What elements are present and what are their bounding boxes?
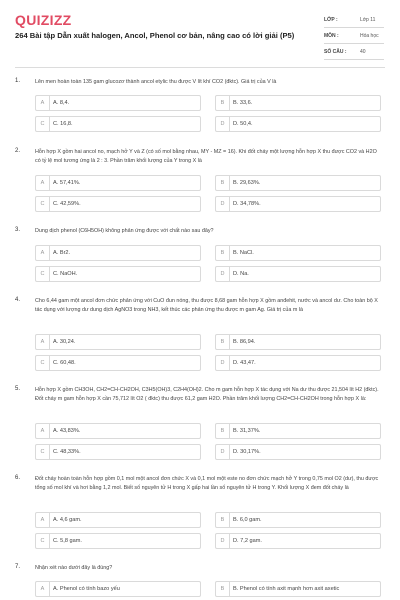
question-text: Cho 6,44 gam một ancol đơn chức phản ứng với CuO đun nóng, thu được 8,68 gam hỗn hợp X gồm anđehit, nước và ancol dư. Cho toàn bộ X tác dụng với lượng dư dung dịch AgNO3 trong NH3, kết thúc các phản ứng thu được m gam Ag. Giá trị của m là — [35, 298, 378, 313]
question-number: 2. — [15, 148, 21, 154]
option-text: A. 57,41%. — [53, 180, 81, 186]
question-number: 4. — [15, 297, 21, 303]
header-divider — [15, 67, 385, 68]
option-text: D. 30,17%. — [233, 449, 261, 455]
option-b[interactable] — [215, 512, 381, 528]
option-text: D. 43,47. — [233, 360, 256, 366]
option-letter: A — [36, 96, 50, 110]
option-letter: A — [36, 582, 50, 596]
option-text: B. 29,63%. — [233, 180, 261, 186]
option-text: C. 48,33%. — [53, 449, 81, 455]
option-c[interactable] — [35, 355, 201, 371]
option-d[interactable] — [215, 533, 381, 549]
question-text: Dung dịch phenol (C6H5OH) không phản ứng được với chất nào sau đây? — [35, 228, 214, 234]
quizizz-logo: QUIZIZZ — [15, 12, 72, 28]
meta-subject-value: Hóa học — [360, 33, 379, 39]
option-b[interactable] — [215, 245, 381, 261]
option-b[interactable] — [215, 95, 381, 111]
option-letter: D — [216, 445, 230, 459]
option-text: A. 30,24. — [53, 339, 76, 345]
meta-question-count-label: SỐ CÂU : — [324, 49, 347, 55]
option-a[interactable] — [35, 423, 201, 439]
option-text: A. 43,83%. — [53, 428, 81, 434]
meta-subject — [324, 28, 384, 44]
question-text: Đốt cháy hoàn toàn hỗn hợp gồm 0,1 mol một ancol đơn chức X và 0,1 mol một este no đơn chức mạch hở Y trong 0,75 mol O2 (dư), thu được tổng số mol khí và hơi bằng 1,2 mol. Biết số nguyên tử H trong X gấp hai lần số nguyên tử H trong Y. Khối lượng X đem đốt cháy là — [35, 476, 379, 491]
option-text: C. 16,8. — [53, 121, 73, 127]
option-text: B. 86,94. — [233, 339, 256, 345]
option-letter: C — [36, 267, 50, 281]
question-number: 3. — [15, 227, 21, 233]
option-a[interactable] — [35, 581, 201, 597]
option-letter: B — [216, 582, 230, 596]
option-letter: D — [216, 117, 230, 131]
question-number: 6. — [15, 475, 21, 481]
option-letter: C — [36, 534, 50, 548]
question-number: 7. — [15, 564, 21, 570]
option-a[interactable] — [35, 512, 201, 528]
option-letter: D — [216, 356, 230, 370]
option-b[interactable] — [215, 423, 381, 439]
option-letter: A — [36, 176, 50, 190]
meta-grade-label: LỚP : — [324, 17, 338, 23]
option-d[interactable] — [215, 266, 381, 282]
option-letter: B — [216, 176, 230, 190]
option-letter: D — [216, 267, 230, 281]
option-letter: D — [216, 197, 230, 211]
option-text: B. Phenol có tính axit mạnh hơn axit axetic — [233, 586, 340, 592]
option-a[interactable] — [35, 334, 201, 350]
option-b[interactable] — [215, 175, 381, 191]
question-text: Hỗn hợp X gồm hai ancol no, mạch hở Y và Z (có số mol bằng nhau, MY - MZ = 16). Khi đốt cháy một lượng hỗn hợp X thu được CO2 và H2O có tỷ lệ mol tương ứng là 2 : 3. Phần trăm khối lượng của Y trong X là — [35, 149, 377, 164]
option-c[interactable] — [35, 533, 201, 549]
meta-grade — [324, 12, 384, 28]
option-c[interactable] — [35, 266, 201, 282]
option-text: A. Br2. — [53, 250, 71, 256]
option-letter: B — [216, 96, 230, 110]
option-letter: A — [36, 335, 50, 349]
option-letter: A — [36, 513, 50, 527]
option-a[interactable] — [35, 95, 201, 111]
option-c[interactable] — [35, 444, 201, 460]
meta-question-count — [324, 44, 384, 60]
question-text: Nhận xét nào dưới đây là đúng? — [35, 565, 113, 571]
option-letter: A — [36, 424, 50, 438]
option-d[interactable] — [215, 444, 381, 460]
question-text: Hỗn hợp X gồm CH3OH, CH2=CH-CH2OH, C3H5(OH)3, C2H4(OH)2. Cho m gam hỗn hợp X tác dụng với Na dư thu được 21,504 lít H2 (đktc). Đốt cháy m gam hỗn hợp X cần 75,712 lít O2 ( đktc) thu được 61,2 gam H2O. Phần trăm khối lượng CH2=CH-CH2OH trong hỗn hợp X là: — [35, 387, 379, 402]
option-letter: C — [36, 117, 50, 131]
option-letter: C — [36, 356, 50, 370]
option-letter: C — [36, 445, 50, 459]
option-letter: C — [36, 197, 50, 211]
option-text: C. 42,59%. — [53, 201, 81, 207]
option-text: D. 34,78%. — [233, 201, 261, 207]
option-text: D. Na. — [233, 271, 249, 277]
option-d[interactable] — [215, 116, 381, 132]
question-number: 5. — [15, 386, 21, 392]
option-a[interactable] — [35, 245, 201, 261]
option-b[interactable] — [215, 581, 381, 597]
option-letter: A — [36, 246, 50, 260]
question-number: 1. — [15, 78, 21, 84]
option-letter: D — [216, 534, 230, 548]
document-title: 264 Bài tập Dẫn xuất halogen, Ancol, Phenol cơ bản, nâng cao có lời giải (P5) — [15, 31, 295, 40]
option-text: B. 33,6. — [233, 100, 253, 106]
option-d[interactable] — [215, 196, 381, 212]
option-letter: B — [216, 335, 230, 349]
option-text: D. 7,2 gam. — [233, 538, 262, 544]
option-c[interactable] — [35, 196, 201, 212]
option-text: C. NaOH. — [53, 271, 78, 277]
option-letter: B — [216, 513, 230, 527]
document-header — [0, 0, 400, 62]
option-text: A. 8,4. — [53, 100, 70, 106]
option-text: A. 4,6 gam. — [53, 517, 82, 523]
meta-question-count-value: 40 — [360, 49, 366, 55]
option-letter: B — [216, 424, 230, 438]
option-text: B. 31,37%. — [233, 428, 261, 434]
option-c[interactable] — [35, 116, 201, 132]
option-d[interactable] — [215, 355, 381, 371]
meta-subject-label: MÔN : — [324, 33, 339, 39]
option-text: D. 50,4. — [233, 121, 253, 127]
option-text: A. Phenol có tính bazo yếu — [53, 586, 120, 592]
option-a[interactable] — [35, 175, 201, 191]
option-letter: B — [216, 246, 230, 260]
option-text: C. 60,48. — [53, 360, 76, 366]
option-b[interactable] — [215, 334, 381, 350]
option-text: C. 5,8 gam. — [53, 538, 82, 544]
document-meta — [324, 12, 384, 60]
option-text: B. 6,0 gam. — [233, 517, 262, 523]
option-text: B. NaCl. — [233, 250, 254, 256]
question-text: Lên men hoàn toàn 135 gam glucozơ thành ancol etylic thu được V lít khí CO2 (đktc). Giá trị của V là — [35, 79, 277, 85]
meta-grade-value: Lớp 11 — [360, 17, 376, 23]
